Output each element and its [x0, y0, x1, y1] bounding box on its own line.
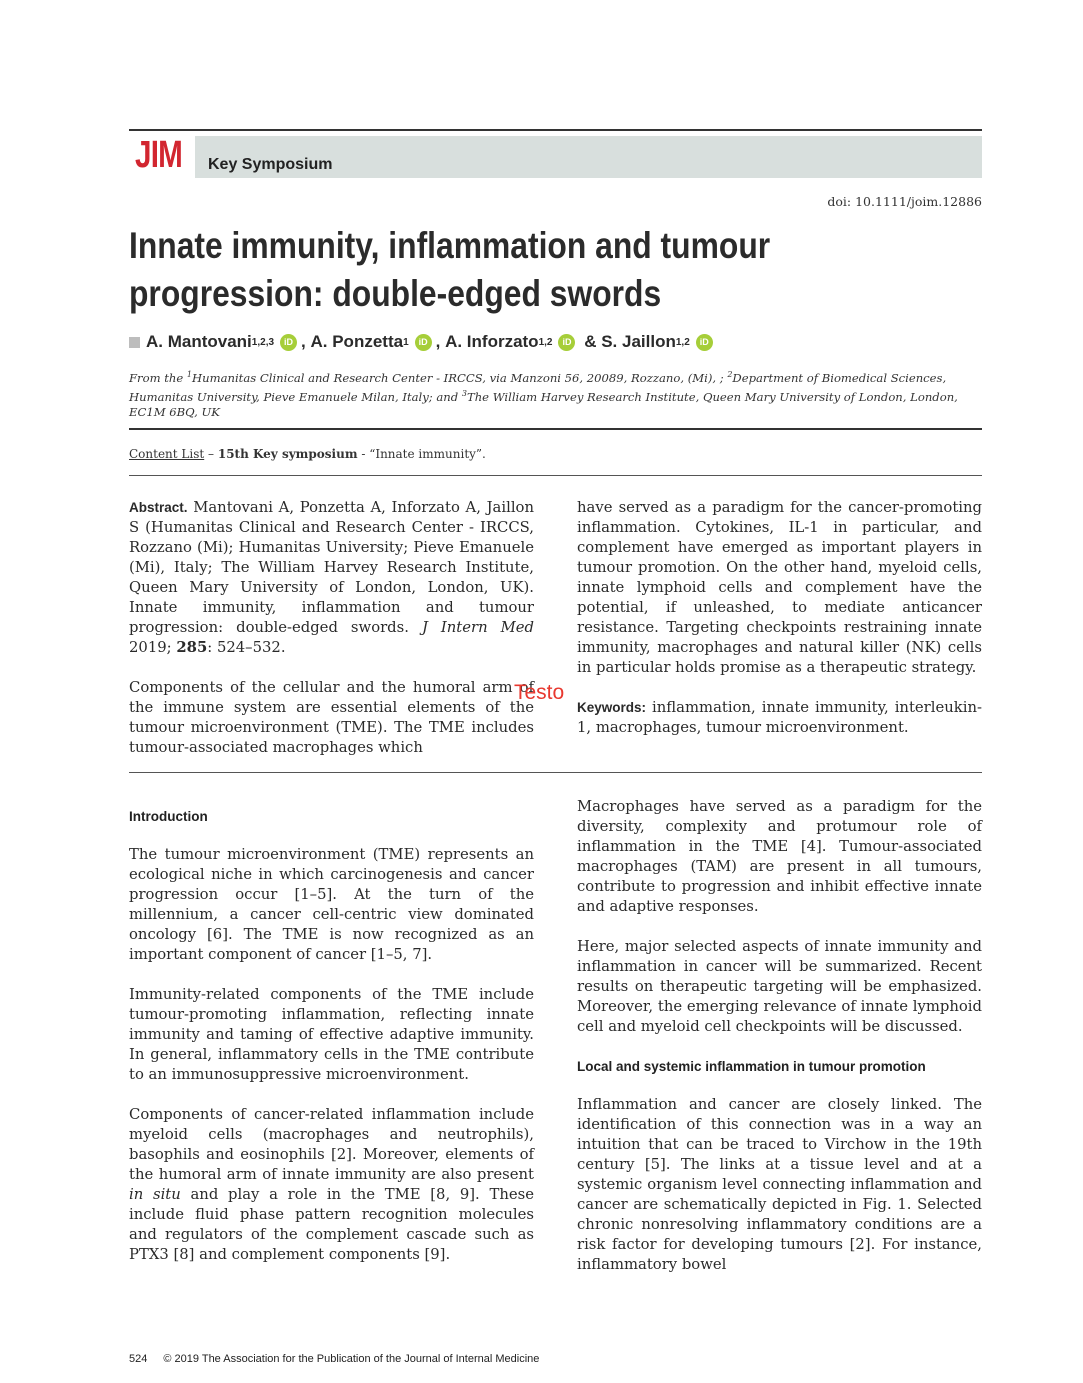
citation-pages: : 524–532. [207, 639, 286, 656]
orcid-icon[interactable]: iD [558, 334, 575, 351]
affiliation-text: The William Harvey Research Institute, Queen Mary University of London, London, EC1M 6BQ, UK [129, 389, 958, 419]
section-label: Key Symposium [208, 156, 333, 173]
affiliation-text: Department of Biomedical Sciences, Humanitas University, Pieve Emanuele Milan, Italy; and [129, 370, 947, 404]
body-paragraph: Inflammation and cancer are closely linked. The identification of this connection was in a way an intuition that can be traced to Virchow in the 19th century [5]. The links at a tissue level and at a systemic organism level connecting inflammation and cancer are schematically depicted in Fig. 1. Selected chronic nonresolving inflammatory conditions are a risk factor for developing tumours [2]. For instance, inflammatory bowel [577, 1096, 982, 1273]
author-separator: , [301, 332, 311, 351]
abstract-paragraph: Components of the cellular and the humoral arm of the immune system are essential elements of the tumour microenvironment (TME). The TME includes tumour-associated macrophages which [129, 679, 534, 756]
body-right-column [577, 797, 982, 1295]
abstract-left-column [129, 498, 534, 778]
abstract-paragraph: have served as a paradigm for the cancer-promoting inflammation. Cytokines, IL-1 in particular, and complement have emerged as important players in tumour promotion. On the other hand, myeloid cells, innate lymphoid cells and complement have the potential, if unleashed, to mediate anticancer resistance. Targeting checkpoints restraining innate immunity, macrophages and natural killer (NK) cells in particular holds promise as a therapeutic strategy. [577, 499, 982, 676]
citation-volume: 285 [176, 639, 208, 656]
author-affiliation-sup: 1,2 [675, 336, 690, 348]
keywords [577, 698, 982, 738]
affiliation-prefix: From the [129, 370, 187, 385]
article-title: Innate immunity, inflammation and tumour progression: double-edged swords [129, 225, 771, 314]
body-paragraph: Immunity-related components of the TME include tumour-promoting inflammation, reflecting innate immunity and taming of effective adaptive immunity. In general, inflammatory cells in the TME contribute to an immunosuppressive microenvironment. [129, 986, 534, 1083]
content-list-line [129, 447, 486, 461]
affiliation-text: Humanitas Clinical and Research Center - IRCCS, via Manzoni 56, 20089, Rozzano, (Mi), ; [192, 370, 728, 385]
emphasis: in situ [129, 1186, 181, 1203]
author-name: A. Mantovani [146, 332, 252, 351]
keywords-text: inflammation, innate immunity, interleukin-1, macrophages, tumour microenvironment. [577, 699, 982, 736]
orcid-icon[interactable]: iD [280, 334, 297, 351]
orcid-icon[interactable]: iD [696, 334, 713, 351]
page-footer [129, 1353, 539, 1365]
author-name: A. Ponzetta [310, 332, 404, 351]
body-text: and play a role in the TME [8, 9]. These include fluid phase pattern recognition molecules and regulators of the complement cascade such as PTX3 [8] and complement components [9]. [129, 1186, 534, 1263]
body-left-column [129, 807, 534, 1285]
author-affiliation-sup: 1 [403, 336, 409, 348]
author-separator: & [579, 332, 602, 351]
content-list-rest: - “Innate immunity”. [357, 447, 486, 461]
content-list-dash: – [204, 447, 218, 461]
divider [129, 475, 982, 476]
doi[interactable]: doi: 10.1111/joim.12886 [827, 194, 982, 209]
divider [129, 772, 982, 773]
copyright: © 2019 The Association for the Publication of the Journal of Internal Medicine [163, 1353, 540, 1365]
body-text: Components of cancer-related inflammation include myeloid cells (macrophages and neutrophils), basophils and eosinophils [2]. Moreover, elements of the humoral arm of innate immunity are also present [129, 1106, 534, 1183]
affiliation-sup: 3 [461, 388, 467, 398]
affiliation-sup: 2 [727, 370, 733, 379]
section-heading-local-systemic: Local and systemic inflammation in tumour promotion [577, 1059, 926, 1074]
abstract-citation-text: Mantovani A, Ponzetta A, Inforzato A, Jaillon S (Humanitas Clinical and Research Center - IRCCS, Rozzano (Mi); Humanitas University; Pieve Emanuele (Mi), Italy; The William Harvey Research Institute, Queen Mary University of London, London, UK). Innate immunity, inflammation and tumour progression: double-edged swords. [129, 499, 534, 636]
abstract-label: Abstract. [129, 500, 188, 515]
author-bullet-icon [129, 337, 140, 348]
author-name: A. Inforzato [445, 332, 539, 351]
body-paragraph: The tumour microenvironment (TME) represents an ecological niche in which carcinogenesis and cancer progression occur [1–5]. At the turn of the millennium, a cancer cell-centric view dominated oncology [6]. The TME is now recognized as an important component of cancer [1–5, 7]. [129, 846, 534, 963]
citation-year: 2019; [129, 639, 177, 656]
symposium-name: 15th Key symposium [217, 447, 358, 461]
header-top-rule [129, 129, 982, 131]
abstract-right-column [577, 498, 982, 758]
page-number: 524 [129, 1353, 148, 1365]
body-paragraph [129, 1105, 534, 1265]
affiliation-sup: 1 [186, 370, 193, 379]
body-paragraph: Here, major selected aspects of innate immunity and inflammation in cancer will be summarized. Recent results on therapeutic targeting will be emphasized. Moreover, the emerging relevance of innate lymphoid cell and myeloid cell checkpoints will be discussed. [577, 938, 982, 1035]
orcid-icon[interactable]: iD [415, 334, 432, 351]
content-list-link[interactable]: Content List [129, 447, 205, 461]
divider [129, 428, 982, 430]
author-affiliation-sup: 1,2 [538, 336, 553, 348]
keywords-label: Keywords: [577, 700, 647, 715]
author-name: S. Jaillon [601, 332, 676, 351]
section-heading-introduction: Introduction [129, 809, 208, 824]
abstract-citation [129, 498, 534, 658]
journal-name: J Intern Med [421, 619, 534, 636]
author-list [129, 332, 717, 352]
author-separator: , [435, 332, 446, 351]
journal-logo: JIM [135, 134, 183, 176]
affiliations [129, 367, 984, 420]
body-paragraph: Macrophages have served as a paradigm for the diversity, complexity and protumour role of inflammation in the TME [4]. Tumour-associated macrophages (TAM) are present in all tumours, contribute to progression and inhibit effective innate and adaptive responses. [577, 798, 982, 915]
author-affiliation-sup: 1,2,3 [251, 336, 275, 348]
annotation-watermark: Testo [514, 681, 565, 704]
